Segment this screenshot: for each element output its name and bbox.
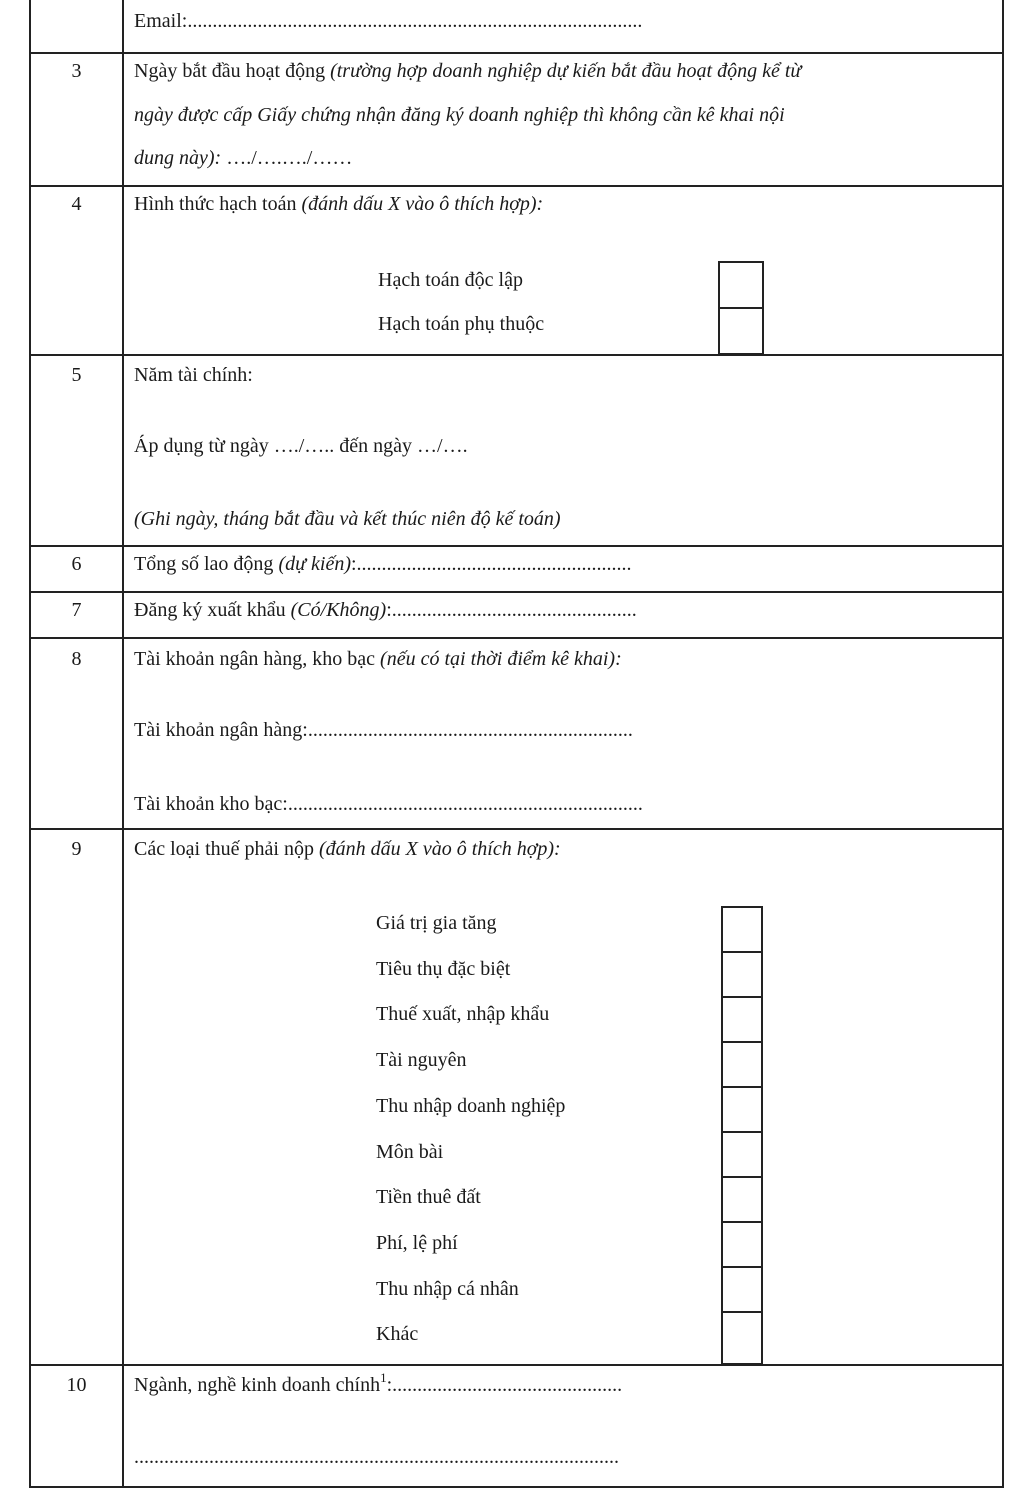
checkbox-dependent-accounting[interactable] <box>718 307 764 355</box>
checkbox-tax-corporate-income[interactable] <box>721 1086 763 1133</box>
row-number-3: 3 <box>71 60 82 82</box>
row-number-10: 10 <box>66 1374 87 1396</box>
accounts-label: Tài khoản ngân hàng, kho bạc (nếu có tại thời điểm kê khai): <box>134 648 622 670</box>
checkbox-tax-land-rent[interactable] <box>721 1176 763 1223</box>
row-divider <box>31 637 1002 639</box>
row-number-4: 4 <box>71 193 82 215</box>
row-number-9: 9 <box>71 838 82 860</box>
total-employees-field[interactable]: Tổng số lao động (dự kiến):....................................................... <box>134 553 632 575</box>
tax-option-license: Môn bài <box>376 1141 444 1163</box>
taxes-label: Các loại thuế phải nộp (đánh dấu X vào ô thích hợp): <box>134 838 561 860</box>
checkbox-independent-accounting[interactable] <box>718 261 764 309</box>
tax-option-fees: Phí, lệ phí <box>376 1232 458 1254</box>
accounting-form-label: Hình thức hạch toán (đánh dấu X vào ô thích hợp): <box>134 193 544 215</box>
checkbox-tax-special-consumption[interactable] <box>721 951 763 998</box>
main-business-field[interactable]: Ngành, nghề kinh doanh chính$^1$:.............................................. <box>134 1370 623 1396</box>
start-date-label: Ngày bắt đầu hoạt động (trường hợp doanh nghiệp dự kiến bắt đầu hoạt động kể từ <box>134 60 802 82</box>
checkbox-tax-vat[interactable] <box>721 906 763 953</box>
checkbox-tax-license[interactable] <box>721 1131 763 1178</box>
treasury-account-field[interactable]: Tài khoản kho bạc:....................................................................... <box>134 793 643 815</box>
fiscal-year-label: Năm tài chính: <box>134 364 253 386</box>
tax-option-other: Khác <box>376 1323 419 1345</box>
fiscal-year-range-field[interactable]: Áp dụng từ ngày …./….. đến ngày …/…. <box>134 435 468 457</box>
main-business-field-line-2[interactable]: ................................................................................................. <box>134 1446 619 1468</box>
checkbox-tax-other[interactable] <box>721 1311 763 1365</box>
column-divider <box>122 0 124 1486</box>
row-divider <box>31 591 1002 593</box>
row-divider <box>31 185 1002 187</box>
checkbox-tax-import-export[interactable] <box>721 996 763 1043</box>
row-divider <box>31 545 1002 547</box>
checkbox-tax-fees[interactable] <box>721 1221 763 1268</box>
tax-option-corporate-income: Thu nhập doanh nghiệp <box>376 1095 566 1117</box>
start-date-field[interactable]: dung này): …./….…./…… <box>134 147 353 169</box>
row-divider <box>31 52 1002 54</box>
row-number-6: 6 <box>71 553 82 575</box>
bank-account-field[interactable]: Tài khoản ngân hàng:................................................................. <box>134 719 633 741</box>
email-field[interactable]: Email:........................................................................................... <box>134 10 643 32</box>
row-number-7: 7 <box>71 599 82 621</box>
start-date-note: ngày được cấp Giấy chứng nhận đăng ký doanh nghiệp thì không cần kê khai nội <box>134 104 785 126</box>
checkbox-tax-resources[interactable] <box>721 1041 763 1088</box>
option-dependent-accounting: Hạch toán phụ thuộc <box>378 313 545 335</box>
export-registration-field[interactable]: Đăng ký xuất khẩu (Có/Không):................................................. <box>134 599 637 621</box>
tax-option-personal-income: Thu nhập cá nhân <box>376 1278 519 1300</box>
row-divider <box>31 1364 1002 1366</box>
tax-option-vat: Giá trị gia tăng <box>376 912 497 934</box>
row-number-5: 5 <box>71 364 82 386</box>
fiscal-year-note: (Ghi ngày, tháng bắt đầu và kết thúc niên độ kế toán) <box>134 508 561 530</box>
tax-option-special-consumption: Tiêu thụ đặc biệt <box>376 958 511 980</box>
option-independent-accounting: Hạch toán độc lập <box>378 269 523 291</box>
row-divider <box>31 828 1002 830</box>
checkbox-tax-personal-income[interactable] <box>721 1266 763 1313</box>
row-number-8: 8 <box>71 648 82 670</box>
footnote-marker: 1 <box>380 1370 387 1386</box>
tax-option-land-rent: Tiền thuê đất <box>376 1186 481 1208</box>
tax-option-import-export: Thuế xuất, nhập khẩu <box>376 1003 550 1025</box>
registration-form-table <box>29 0 1004 1488</box>
tax-option-resources: Tài nguyên <box>376 1049 467 1071</box>
row-divider <box>31 354 1002 356</box>
